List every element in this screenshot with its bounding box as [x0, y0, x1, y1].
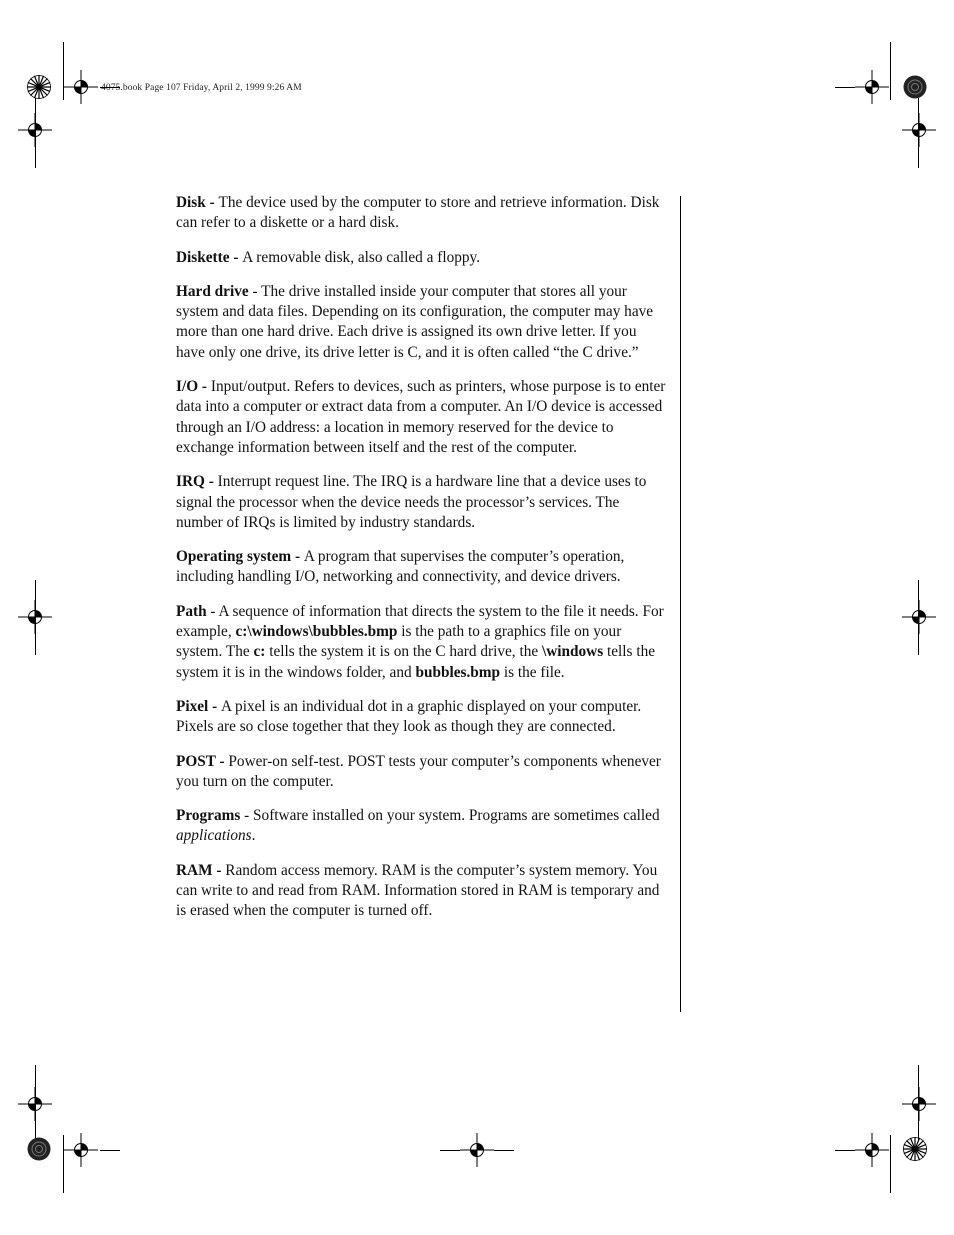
- term: Operating system -: [176, 548, 304, 566]
- term: Disk -: [176, 194, 219, 211]
- example-path: c:\windows\bubbles.bmp: [235, 623, 398, 641]
- star-target-bottom-right: [903, 1137, 927, 1161]
- star-target-top-left: [27, 75, 51, 99]
- example-folder: \windows: [541, 643, 604, 661]
- definition: The device used by the computer to store and retrieve information. Disk can refer to a diskette or a hard disk.: [176, 194, 660, 232]
- example-file: bubbles.bmp: [415, 663, 501, 681]
- definition: Input/output. Refers to devices, such as printers, whose purpose is to enter data into a computer or extract data from a computer. An I/O device is accessed through an I/O address: a location in memory reserved for the device to exchange information between itself and the rest of the computer.: [176, 378, 666, 456]
- term: Programs: [176, 807, 241, 825]
- example-drive: c:: [253, 643, 266, 661]
- definition: Random access memory. RAM is the computer’s system memory. You can write to and read from RAM. Information stored in RAM is temporary and is erased when the computer is turned off.: [176, 861, 660, 920]
- term: POST -: [176, 752, 229, 770]
- definition: A program that supervises the computer’s operation, including handling I/O, networking and connectivity, and device drivers.: [176, 548, 625, 586]
- definition-part: is the path to a graphics file on your system. The: [176, 623, 622, 661]
- definition-part: tells the system it is on the C hard drive, the: [265, 643, 542, 661]
- term: Pixel -: [176, 697, 222, 715]
- definition: Interrupt request line. The IRQ is a hardware line that a device uses to signal the processor when the device needs the processor’s services. The number of IRQs is limited by industry standards.: [176, 473, 647, 531]
- definition-part: is the file.: [500, 663, 565, 681]
- definition-part: tells the system it is in the windows folder, and: [176, 643, 656, 681]
- definition: - The drive installed inside your computer that stores all your system and data files. Depending on its configuration, the computer may have more than one hard drive. Each drive is assigned its own drive letter. If you have only one drive, its drive letter is C, and it is often called “the C drive.”: [176, 282, 654, 361]
- term: IRQ -: [176, 473, 218, 491]
- definition: Power-on self-test. POST tests your computer’s components whenever you turn on the computer.: [176, 752, 661, 790]
- term: I/O -: [176, 378, 211, 396]
- term: Path: [176, 602, 207, 620]
- definition: A removable disk, also called a floppy.: [242, 248, 481, 266]
- definition: A pixel is an individual dot in a graphic displayed on your computer. Pixels are so close together that they look as though they are connected.: [176, 697, 642, 736]
- term: Diskette -: [176, 248, 243, 266]
- definition: - Software installed on your system. Programs are sometimes called: [240, 807, 660, 825]
- star-target-top-right: [903, 75, 927, 99]
- definition-part: - A sequence of information that directs the system to the file it needs. For example,: [176, 602, 664, 641]
- star-target-bottom-left: [27, 1137, 51, 1161]
- definition-end: .: [251, 827, 256, 845]
- definition-italic: applications: [176, 827, 252, 845]
- term: Hard drive: [176, 282, 249, 300]
- print-header-file-info: 4075.book Page 107 Friday, April 2, 1999 9:26 AM: [101, 83, 302, 93]
- term: RAM -: [176, 861, 226, 879]
